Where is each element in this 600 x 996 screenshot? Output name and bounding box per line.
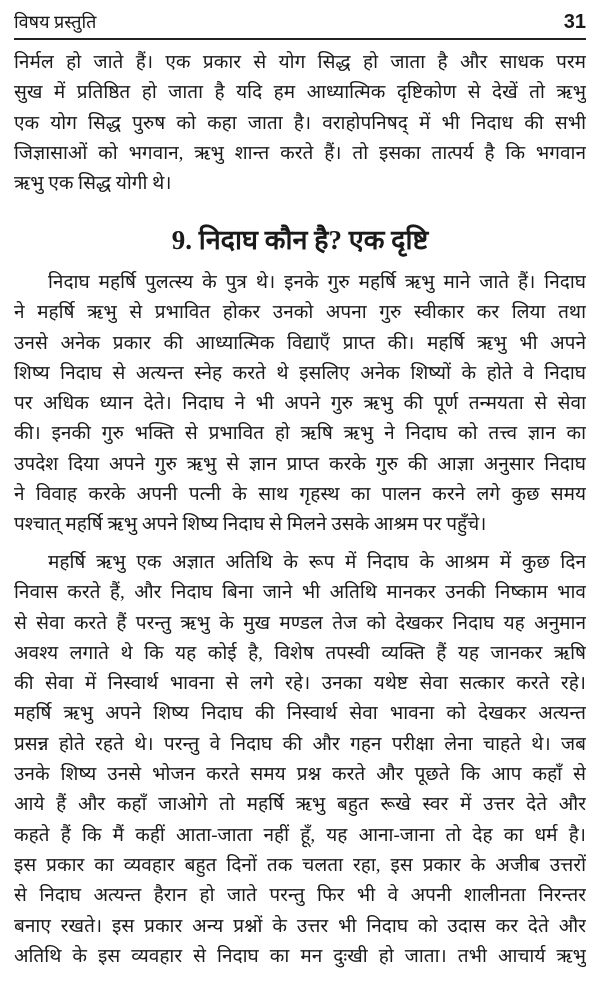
- text-line: निदाघ महर्षि पुलत्स्य के पुत्र थे। इनके गुरु महर्षि ऋभु माने जाते हैं। निदाघ: [48, 272, 586, 293]
- text-line: महर्षि ऋभु एक अज्ञात अतिथि के रूप में निदाघ के आश्रम में कुछ दिन: [48, 552, 586, 573]
- text-line: ने विवाह करके अपनी पत्नी के साथ गृहस्थ का पालन करने लगे कुछ समय: [14, 484, 586, 506]
- text-line: से निदाघ अत्यन्त हैरान हो जाते परन्तु फिर भी वे अपनी शालीनता निरन्तर: [14, 885, 586, 907]
- text-line: इस प्रकार का व्यवहार बहुत दिनों तक चलता रहा, इस प्रकार के अजीब उत्तरों: [14, 854, 586, 876]
- text-line: पर अधिक ध्यान देते। निदाघ ने भी अपने गुरु ऋभु की पूर्ण तन्मयता से सेवा: [14, 393, 586, 415]
- paragraph-1: [14, 48, 586, 199]
- text-line: जिज्ञासाओं को भगवान, ऋभु शान्त करते हैं। तो इसका तात्पर्य है कि भगवान: [14, 142, 586, 164]
- paragraph-2: [14, 268, 586, 541]
- text-line: उनके शिष्य उनसे भोजन करते समय प्रश्न करते और पूछते कि आप कहाँ से: [14, 764, 586, 786]
- text-line: ने महर्षि ऋभु से प्रभावित होकर उनको अपना गुरु स्वीकार कर लिया तथा: [14, 302, 586, 324]
- text-line: महर्षि ऋभु अपने शिष्य निदाघ की निस्वार्थ सेवा भावना को देखकर अत्यन्त: [14, 703, 586, 725]
- text-line: उनसे अनेक प्रकार की आध्यात्मिक विद्याएँ प्राप्त की। महर्षि ऋभु भी अपने: [14, 332, 586, 354]
- text-line: सुख में प्रतिष्ठित हो जाता है यदि हम आध्यात्मिक दृष्टिकोण से देखें तो ऋभु: [14, 82, 586, 104]
- text-line: की सेवा में निस्वार्थ भावना से लगे रहे। उनका यथेष्ट सेवा सत्कार करते रहे।: [14, 673, 586, 695]
- text-line: निर्मल हो जाते हैं। एक प्रकार से योग सिद्ध हो जाता है और साधक परम: [14, 52, 586, 73]
- text-line: अवश्य लगाते थे कि यह कोई है, विशेष तपस्वी व्यक्ति हैं यह जानकर ऋषि: [14, 642, 586, 664]
- text-line: उपदेश दिया अपने गुरु ऋभु से ज्ञान प्राप्त करके गुरु की आज्ञा अनुसार निदाघ: [14, 453, 586, 475]
- text-line: की। इनकी गुरु भक्ति से प्रभावित हो ऋषि ऋभु ने निदाघ को तत्त्व ज्ञान का: [14, 423, 586, 445]
- text-line: एक योग सिद्ध पुरुष को कहा जाता है। वराहोपनिषद् में भी निदाध की सभी: [14, 112, 586, 134]
- text-line: ऋभु एक सिद्ध योगी थे।: [14, 173, 172, 195]
- paragraph-3: [14, 548, 586, 972]
- text-line: अतिथि के इस व्यवहार से निदाघ का मन दुःखी हो जाता। तभी आचार्य ऋभु: [14, 945, 586, 967]
- page-header: [14, 4, 586, 40]
- text-line: आये हैं और कहाँ जाओगे तो महर्षि ऋभु बहुत रूखे स्वर में उत्तर देते और: [14, 794, 586, 816]
- section-heading: 9. निदाघ कौन है? एक दृष्टि: [171, 225, 429, 255]
- text-line: निवास करते हैं, और निदाघ बिना जाने भी अतिथि मानकर उनकी निष्काम भाव: [14, 582, 586, 604]
- text-line: प्रसन्न होते रहते थे। परन्तु वे निदाघ की और गहन परीक्षा लेना चाहते थे। जब: [14, 733, 586, 755]
- text-line: शिष्य निदाघ से अत्यन्त स्नेह करते थे इसलिए अनेक शिष्यों के होते वे निदाघ: [14, 362, 586, 384]
- text-line: कहते हैं कि मैं कहीं आता-जाता नहीं हूँ, यह आना-जाना तो देह का धर्म है।: [14, 824, 586, 846]
- page-number: 31: [563, 11, 586, 33]
- running-title: विषय प्रस्तुति: [14, 12, 97, 32]
- text-line: से सेवा करते हैं परन्तु ऋभु के मुख मण्डल तेज को देखकर निदाघ यह अनुमान: [14, 612, 586, 634]
- text-line: बनाए रखते। इस प्रकार अन्य प्रश्नों के उत्तर भी निदाघ को उदास कर देते और: [14, 915, 586, 937]
- text-line: पश्चात् महर्षि ऋभु अपने शिष्य निदाघ से मिलने उसके आश्रम पर पहुँचे।: [14, 514, 487, 536]
